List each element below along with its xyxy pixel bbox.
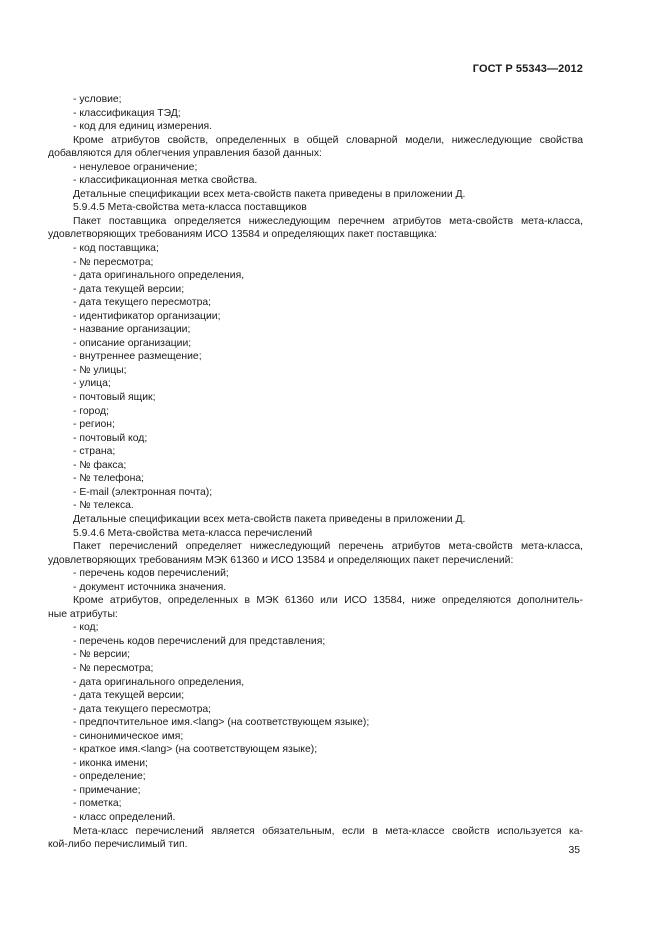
text-line: - класс определений. [73, 811, 176, 823]
document-body [48, 93, 583, 852]
text-line: - определение; [73, 771, 146, 783]
text-line: - предпочтительное имя.<lang> (на соответствующем языке); [73, 717, 370, 729]
text-line: - почтовый ящик; [73, 392, 156, 404]
text-line: Детальные спецификации всех мета-свойств пакета приведены в приложении Д. [73, 188, 466, 200]
text-line: удовлетворяющих требованиям МЭК 61360 и ИСО 13584 и определяющих пакет перечислений: [48, 554, 514, 566]
text-line: - название организации; [73, 324, 191, 336]
text-line: - код для единиц измерения. [73, 121, 213, 133]
text-line: - пометка; [73, 798, 122, 810]
text-line: удовлетворяющих требованиям ИСО 13584 и определяющих пакет поставщика: [48, 229, 438, 241]
text-line: - № телекса. [73, 500, 134, 512]
text-line: - иконка имени; [73, 757, 148, 769]
text-line: 5.9.4.5 Мета-свойства мета-класса поставщиков [73, 202, 307, 214]
text-line: - дата оригинального определения, [73, 270, 245, 282]
text-line: - условие; [73, 94, 122, 105]
text-line: ные атрибуты: [48, 608, 118, 620]
text-line: - краткое имя.<lang> (на соответствующем языке); [73, 744, 318, 756]
text-line: - дата текущего пересмотра; [73, 703, 212, 715]
text-line: Кроме атрибутов свойств, определенных в общей словарной модели, нижеследующие свойства [73, 134, 583, 146]
text-line: - перечень кодов перечислений для представления; [73, 635, 326, 647]
text-line: Пакет поставщика определяется нижеследующим перечнем атрибутов мета-свойств мета-класса, [73, 215, 583, 227]
text-line: - № пересмотра; [73, 662, 154, 674]
text-line: - синонимическое имя; [73, 730, 184, 742]
text-line: - примечание; [73, 784, 141, 796]
text-line: - внутреннее размещение; [73, 351, 202, 363]
text-line: - документ источника значения. [73, 581, 227, 593]
text-line: Пакет перечислений определяет нижеследующий перечень атрибутов мета-свойств мета-класса, [73, 541, 583, 553]
text-line: - дата текущего пересмотра; [73, 297, 212, 309]
text-line: - E-mail (электронная почта); [73, 486, 213, 498]
text-line: - классификация ТЭД; [73, 107, 181, 119]
text-line: - код; [73, 622, 99, 634]
text-line: - № телефона; [73, 473, 145, 485]
text-line: - город; [73, 405, 109, 417]
text-line: - дата текущей версии; [73, 690, 185, 702]
text-line: - почтовый код; [73, 432, 148, 444]
standard-number-header: ГОСТ Р 55343—2012 [472, 63, 583, 75]
page-number: 35 [568, 845, 580, 856]
text-line: - описание организации; [73, 337, 192, 349]
text-line: - идентификатор организации; [73, 310, 221, 322]
text-line: - улица; [73, 378, 111, 390]
text-line: - код поставщика; [73, 243, 159, 255]
text-line: - № версии; [73, 649, 131, 661]
text-line: - ненулевое ограничение; [73, 161, 198, 173]
text-line: - № факса; [73, 459, 127, 471]
text-line: - страна; [73, 446, 116, 458]
text-line: - дата оригинального определения, [73, 676, 245, 688]
text-line: - классификационная метка свойства. [73, 175, 258, 187]
text-line: кой-либо перечислимый тип. [48, 839, 188, 851]
text-line: Мета-класс перечислений является обязательным, если в мета-классе свойств используется ка- [73, 825, 583, 837]
text-line: - № улицы; [73, 364, 127, 376]
text-line: - № пересмотра; [73, 256, 154, 268]
text-line: Кроме атрибутов, определенных в МЭК 61360 или ИСО 13584, ниже определяются дополнитель- [73, 595, 583, 607]
text-line: - дата текущей версии; [73, 283, 185, 295]
text-line: - регион; [73, 419, 115, 431]
text-line: Детальные спецификации всех мета-свойств пакета приведены в приложении Д. [73, 513, 466, 525]
text-line: 5.9.4.6 Мета-свойства мета-класса перечислений [73, 527, 313, 539]
text-line: добавляются для облегчения управления базой данных: [48, 148, 322, 160]
text-line: - перечень кодов перечислений; [73, 568, 229, 580]
